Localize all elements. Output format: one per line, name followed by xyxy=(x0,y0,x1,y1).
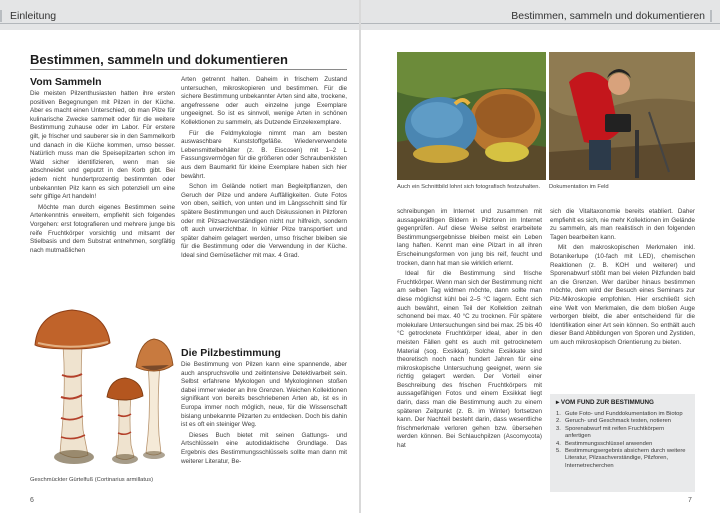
paragraph: Arten getrennt halten. Daheim in frischem Zustand untersuchen, mikroskopieren und bestimmen. Für die sichere Bestimmung unbekannter Arten sind alte, trockene, angefressene oder auch einzelne junge Exemplare ungeeignet. So ist es sinnvoll, wenige Arten in schönen Kollektionen zu sammeln, als Dutzende Einzelexemplare. xyxy=(181,76,347,126)
paragraph: Möchte man durch eigenes Bestimmen seine Artenkenntnis erweitern, empfiehlt sich folgendes Vorgehen: erst fotografieren und mehrere junge bis reife Fruchtkörper vorsichtig und mitsamt der Stielbasis und dem Substrat entnehmen, sorgfältig nach mutmaßlichen xyxy=(30,203,175,254)
page-number-right: 7 xyxy=(688,497,692,504)
info-box-title: ▸ VOM FUND ZUR BESTIMMUNG xyxy=(556,399,654,406)
list-item: 4. Bestimmungsschlüssel anwenden xyxy=(556,440,653,447)
column-4-text xyxy=(550,208,695,386)
paragraph: schreibungen im Internet und zusammen mit aussagekräftigen Bildern in Pilzforen im Internet gegenprüfen. Auf diese Weise selbst erarbeitete Bestimmungsergebnisse bleiben meist ein Leben lang haften. Kennt man eine Pilzart in all ihren Erscheinungsformen von jung bis reif, feucht und trocken, dann hat man sie wirklich erlernt. xyxy=(397,208,542,267)
caption-mushroom: Geschmückter Gürtelfuß (Cortinarius armillatus) xyxy=(30,477,154,483)
list-item: 3. Sporenabwurf mit reifen Fruchtkörpern anfertigen xyxy=(556,425,665,440)
column-1-text xyxy=(30,90,175,288)
section-title: Bestimmen, sammeln und dokumentieren xyxy=(30,52,288,67)
subhead-pilzbestimmung: Die Pilzbestimmung xyxy=(181,347,281,359)
paragraph: sich die Vitaltaxonomie bereits etabliert. Daher empfiehlt es sich, nie mehr Kollektionen im Gelände zu sammeln, als man realistisch in den folgenden Tagen bearbeiten kann. xyxy=(550,208,695,241)
column-3-text xyxy=(397,208,542,496)
title-rule xyxy=(30,69,347,70)
caption-cut-photo: Auch ein Schnittbild lohnt sich fotografisch festzuhalten. xyxy=(397,184,541,190)
info-box-list xyxy=(556,411,690,470)
mushroom-illustration xyxy=(30,305,175,475)
caption-field-photo: Dokumentation im Feld xyxy=(549,184,609,190)
paragraph: Ideal für die Bestimmung sind frische Fruchtkörper. Wenn man sich der Bestimmung nicht am selben Tag widmen möchte, dann sollte man diese möglichst kühl bei 2–5 °C lagern. Echt sich auch bewährt, einen Teil der Kollektion zeitnah schonend bei max. 40 °C zu trocknen. Für spätere molekulare Untersuchungen sind bei max. 25 bis 40 °C getrocknete Fruchtkörper ideal, aber in den meisten Fällen geht es auch mit getrocknetem Material (sog. Exsikkat). Solche Exsikkate sind theoretisch noch nach hundert Jahren für eine mikroskopische Untersuchung geeignet, wenn sie richtig gelagert werden. Der Vorteil einer Beschreibung des frischen Fruchtkörpers mit aussagefähigen Fotos und einem Exsikkat liegt darin, dass man die Bestimmung auch zu einem späteren Zeitpunkt (z. B. im Winter) fortsetzen kann. Der Nachteil besteht darin, dass wesentliche frischmerkmale verloren gehen bzw. übersehen werden können. Bei Schlauchpilzen (Ascomycota) hat xyxy=(397,270,542,450)
list-item: 5. Bestimmungsergebnis absichern durch weitere Literatur, Pilzsachverständige, Pilzforen, Internetrecherchen xyxy=(556,448,686,469)
paragraph: Dieses Buch bietet mit seinen Gattungs- und Artschlüsseln eine autodidaktische Grundlage. Das Ergebnis des Bestimmungsschlüssels sollte man dann mit weiterer Literatur, Be- xyxy=(181,431,347,465)
column-2b-text xyxy=(181,361,347,495)
info-box-vom-fund xyxy=(550,394,695,492)
paragraph: Mit den makroskopischen Merkmalen inkl. Botanikerlupe (10-fach mit LED), chemischen Reaktionen (z. B. KOH und weiterer) und Sporenabwurf stößt man bei vielen Pilzfunden bald an die Grenzen. Wer darüber hinaus bestimmen möchte, dem wird der Besuch eines Seminars zur Pilz-Mikroskopie empfohlen. Hier erschließt sich eine Welt von Merkmalen, die dem bloßen Auge verborgen bleibt, die aber entscheidend für die Identifikation einer Art sein können. So enthält auch dieser Band Abbildungen von Sporen und Zystiden, um auch mikroskopisch Orientierung zu bieten. xyxy=(550,244,695,346)
paragraph: Schon im Gelände notiert man Begleitpflanzen, den Geruch der Pilze und andere Auffälligkeiten. Gute Fotos von oben, seitlich, von unten und im Längsschnitt sind für spätere Bestimmungen und auch Diskussionen in Pilzforen oder mit Pilzsachverständigen nicht nur hilfreich, sondern oft auch unverzichtbar. In kühler Pilze transportiert und später daheim gelagert werden, umso frischer bleiben sie für die Bestimmung oder die Verwendung in der Küche. Ideal sind Gemüsefächer mit max. 4 Grad. xyxy=(181,183,347,259)
column-2-text xyxy=(181,76,347,338)
photo-field-documentation xyxy=(549,52,695,180)
book-gutter xyxy=(359,0,361,513)
subhead-vom-sammeln: Vom Sammeln xyxy=(30,76,102,88)
list-item: 2. Geruch- und Geschmack testen, notieren xyxy=(556,418,672,425)
page-number-left: 6 xyxy=(30,497,34,504)
paragraph: Die meisten Pilzenthusiasten hatten ihre ersten positiven Begegnungen mit Pilzen in der Küche. Aber es macht einen Unterschied, ob man Pilze für kulinarische Zwecke sammelt oder für die weitere Bestimmung zuhause oder im Labor. Für erstere gilt, je frischer und sauberer sie in den Sammelkorb und danach in die Küche kommen, umso besser. Natürlich muss man die Speisepilzarten schon im Wald sicher identifizieren, wenn man sie abschneidet und geputzt in den Korb gibt. Bei jedem nicht hundertprozentig bestimmten oder unbekannten Pilz kann es sich potenziell um eine sehr giftige Art handeln! xyxy=(30,90,175,201)
paragraph: Für die Feldmykologie nimmt man am besten auswaschbare Kunststoffgefäße. Wiederverwendete Lebensmittelbehälter (z. B. Eiscosen) mit 1–2 L Fassungsvermögen für die größeren oder Schraubenkisten aus dem Baumarkt für kleine Exemplare haben sich hier bewährt. xyxy=(181,129,347,180)
paragraph: Die Bestimmung von Pilzen kann eine spannende, aber auch anspruchsvolle und zeitintensive Detektivarbeit sein. Selbst erfahrene Mykologen und Mykologinnen stoßen dabei immer wieder an ihre Grenzen. Weichen Kollektionen signifikant von bereits beschriebenen Arten ab, ist es in Europa immer noch möglich, neue, für die Wissenschaft bislang unbekannte Pilzarten zu entdecken. Doch bis dahin ist es oft ein steiniger Weg. xyxy=(181,361,347,429)
list-item: 1. Gute Foto- und Funddokumentation im Biotop xyxy=(556,411,683,417)
photo-cut-mushroom xyxy=(397,52,546,180)
header-chapter-label: Einleitung xyxy=(0,10,61,22)
header-section-label: Bestimmen, sammeln und dokumentieren xyxy=(511,10,712,22)
